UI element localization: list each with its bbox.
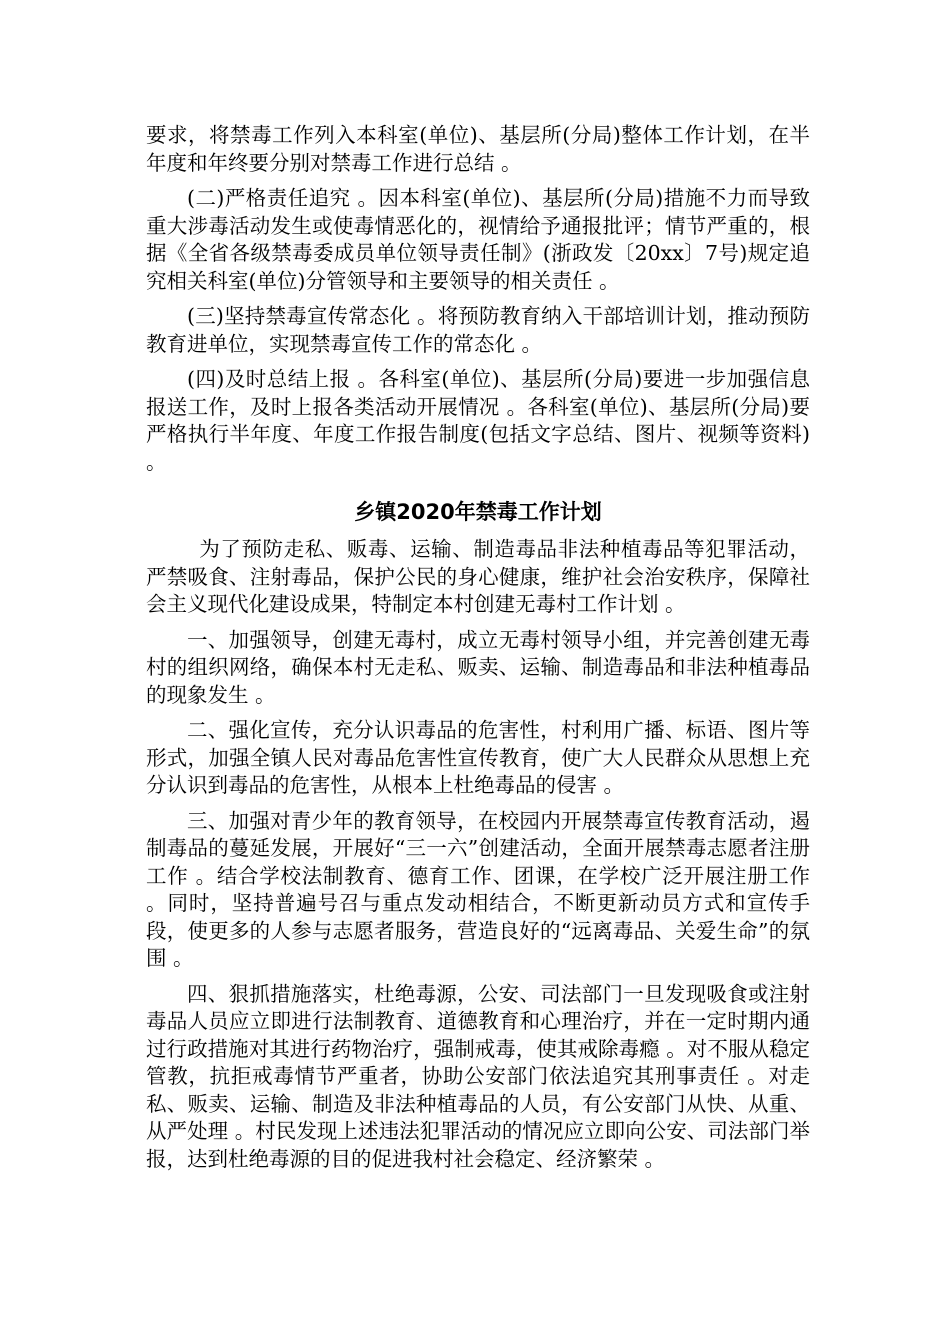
paragraph-responsibility: (二)严格责任追究 。因本科室(单位)、基层所(分局)措施不力而导致重大涉毒活动发生或使毒情恶化的，视情给予通报批评；情节严重的，根据《全省各级禁毒委成员单位领导责任制》(浙政发〔20xx〕7号)规定追究相关科室(单位)分管领导和主要领导的相关责任 。 bbox=[146, 186, 810, 293]
paragraph-continuation: 要求，将禁毒工作列入本科室(单位)、基层所(分局)整体工作计划，在半年度和年终要分别对禁毒工作进行总结 。 bbox=[146, 123, 810, 175]
paragraph-item-3: 三、加强对青少年的教育领导，在校园内开展禁毒宣传教育活动，遏制毒品的蔓延发展，开展好“三一六”创建活动，全面开展禁毒志愿者注册工作 。结合学校法制教育、德育工作、团课，在学校广泛开展注册工作 。同时，坚持普遍号召与重点发动相结合，不断更新动员方式和宣传手段，使更多的人参与志愿者服务，营造良好的“远离毒品、关爱生命”的氛围 。 bbox=[146, 808, 810, 970]
paragraph-publicity: (三)坚持禁毒宣传常态化 。将预防教育纳入干部培训计划，推动预防教育进单位，实现禁毒宣传工作的常态化 。 bbox=[146, 304, 810, 356]
document-title: 乡镇2020年禁毒工作计划 bbox=[354, 500, 602, 524]
paragraph-reporting: (四)及时总结上报 。各科室(单位)、基层所(分局)要进一步加强信息报送工作，及时上报各类活动开展情况 。各科室(单位)、基层所(分局)要严格执行半年度、年度工作报告制度(包括文字总结、图片、视频等资料) 。 bbox=[146, 367, 810, 474]
document-body bbox=[146, 122, 810, 1181]
paragraph-item-1: 一、加强领导，创建无毒村，成立无毒村领导小组，并完善创建无毒村的组织网络，确保本村无走私、贩卖、运输、制造毒品和非法种植毒品的现象发生 。 bbox=[146, 627, 810, 707]
paragraph-intro: 为了预防走私、贩毒、运输、制造毒品非法种植毒品等犯罪活动，严禁吸食、注射毒品，保护公民的身心健康，维护社会治安秩序，保障社会主义现代化建设成果，特制定本村创建无毒村工作计划 。 bbox=[146, 537, 810, 616]
paragraph-item-4: 四、狠抓措施落实，杜绝毒源，公安、司法部门一旦发现吸食或注射毒品人员应立即进行法制教育、道德教育和心理治疗，并在一定时期内通过行政措施对其进行药物治疗，强制戒毒，使其戒除毒瘾 。对不服从稳定管教，抗拒戒毒情节严重者，协助公安部门依法追究其刑事责任 。对走私、贩卖、运输、制造及非法种植毒品的人员，有公安部门从快、从重、从严处理 。村民发现上述违法犯罪活动的情况应立即向公安、司法部门举报，达到杜绝毒源的目的促进我村社会稳定、经济繁荣 。 bbox=[146, 981, 810, 1171]
paragraph-item-2: 二、强化宣传，充分认识毒品的危害性，村利用广播、标语、图片等形式，加强全镇人民对毒品危害性宣传教育，使广大人民群众从思想上充分认识到毒品的危害性，从根本上杜绝毒品的侵害 。 bbox=[146, 718, 810, 797]
